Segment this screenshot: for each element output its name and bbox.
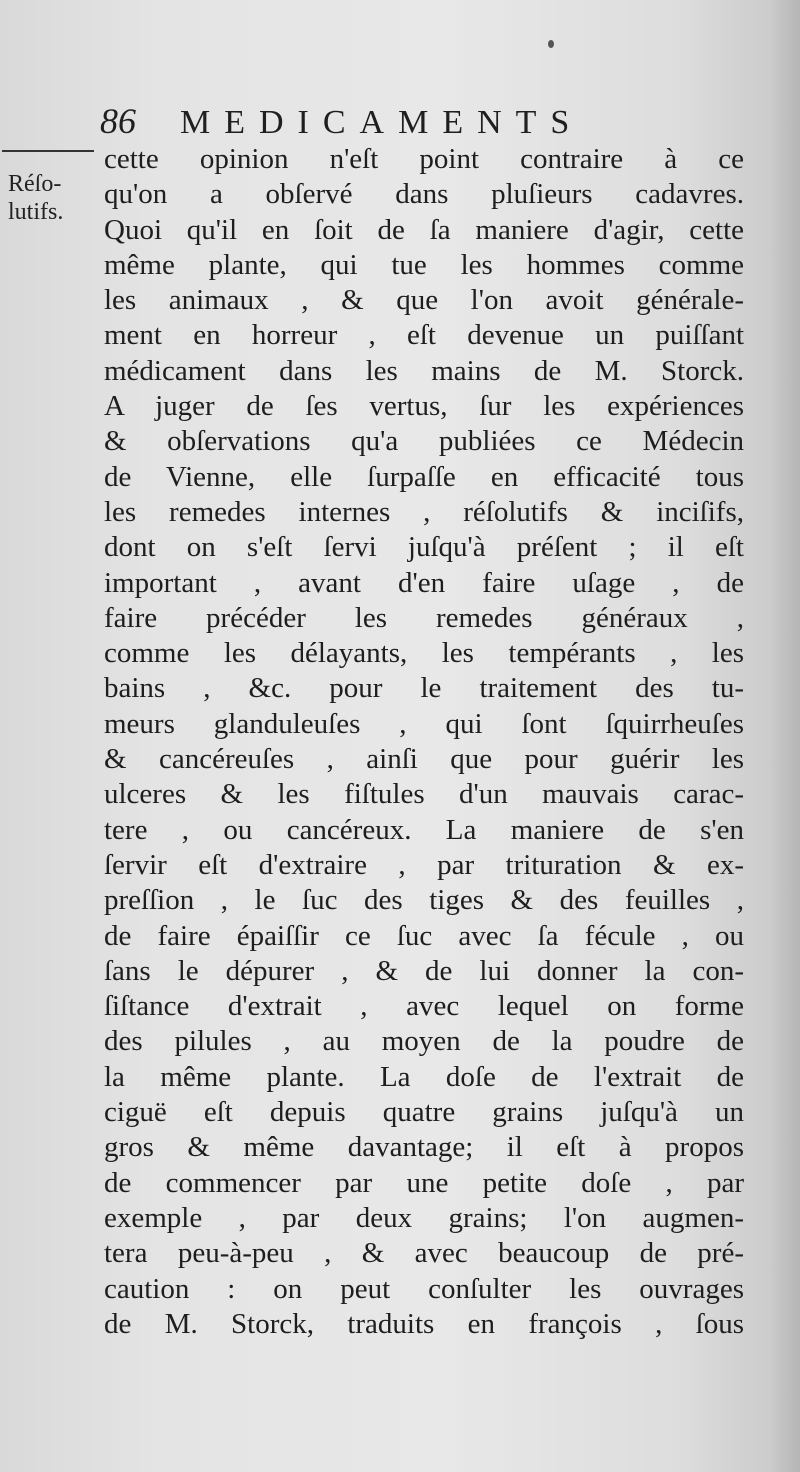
text-line: de faire épaiſſir ce ſuc avec ſa fécule , ou	[104, 919, 744, 952]
text-line: preſſion , le ſuc des tiges & des feuilles ,	[104, 884, 744, 917]
text-line: faire précéder les remedes généraux ,	[104, 601, 744, 634]
margin-rule	[2, 150, 94, 152]
text-line: ſiſtance d'extrait , avec lequel on forme	[104, 990, 744, 1023]
text-line: des pilules , au moyen de la poudre de	[104, 1025, 744, 1058]
text-line: dont on s'eſt ſervi juſqu'à préſent ; il eſt	[104, 531, 744, 564]
text-line: ſans le dépurer , & de lui donner la con-	[104, 954, 744, 987]
text-line: Quoi qu'il en ſoit de ſa maniere d'agir, cette	[104, 213, 744, 246]
text-line: médicament dans les mains de M. Storck.	[104, 354, 744, 387]
text-line: la même plante. La doſe de l'extrait de	[104, 1060, 744, 1093]
text-line: de M. Storck, traduits en françois , ſous	[104, 1307, 744, 1340]
text-line: cette opinion n'eſt point contraire à ce	[104, 143, 744, 175]
text-line: A juger de ſes vertus, ſur les expériences	[104, 390, 744, 423]
text-line: de commencer par une petite doſe , par	[104, 1166, 744, 1199]
text-line: les remedes internes , réſolutifs & inciſifs,	[104, 495, 744, 528]
text-line: comme les délayants, les tempérants , les	[104, 637, 744, 670]
text-line: ciguë eſt depuis quatre grains juſqu'à un	[104, 1096, 744, 1129]
text-line: même plante, qui tue les hommes comme	[104, 248, 744, 281]
text-line: important , avant d'en faire uſage , de	[104, 566, 744, 599]
text-line: & cancéreuſes , ainſi que pour guérir les	[104, 743, 744, 776]
text-line: bains , &c. pour le traitement des tu-	[104, 672, 744, 705]
page-edge-shadow	[770, 0, 800, 1472]
text-line: de Vienne, elle ſurpaſſe en efficacité tous	[104, 460, 744, 493]
page-header	[100, 100, 583, 142]
text-line: tera peu-à-peu , & avec beaucoup de pré-	[104, 1237, 744, 1270]
text-line: meurs glanduleuſes , qui ſont ſquirrheuſes	[104, 707, 744, 740]
text-line: qu'on a obſervé dans pluſieurs cadavres.	[104, 178, 744, 211]
text-line: exemple , par deux grains; l'on augmen-	[104, 1201, 744, 1234]
margin-note-line: Réſo-	[8, 171, 62, 197]
text-line: gros & même davantage; il eſt à propos	[104, 1131, 744, 1164]
page-number: 86	[100, 101, 136, 141]
margin-note-line: lutifs.	[8, 199, 64, 225]
ink-speck	[548, 40, 554, 48]
text-line: ment en horreur , eſt devenue un puiſſant	[104, 319, 744, 352]
text-line: caution : on peut conſulter les ouvrages	[104, 1272, 744, 1305]
text-line: & obſervations qu'a publiées ce Médecin	[104, 425, 744, 458]
text-line: ſervir eſt d'extraire , par trituration & ex-	[104, 848, 744, 881]
text-line: tere , ou cancéreux. La maniere de s'en	[104, 813, 744, 846]
margin-note	[8, 170, 98, 226]
text-line: les animaux , & que l'on avoit générale-	[104, 284, 744, 317]
body-text	[104, 142, 744, 1342]
running-title: MEDICAMENTS	[180, 104, 584, 141]
text-line: ulceres & les fiſtules d'un mauvais carac-	[104, 778, 744, 811]
